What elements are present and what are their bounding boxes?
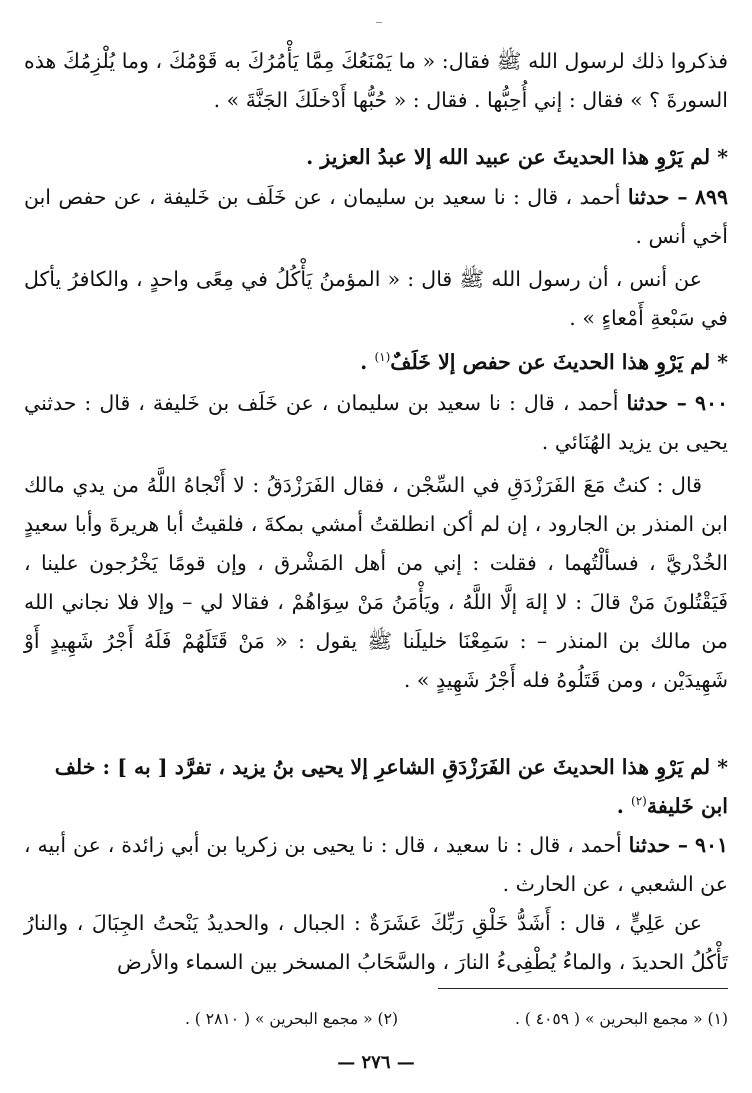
hadith-899-isnad (24, 178, 728, 256)
hadith-901-isnad (24, 826, 728, 904)
footnote-ref-2: (٢) (631, 794, 647, 809)
hadith-900-isnad (24, 384, 728, 462)
hadith-number: ٩٠٠ (694, 391, 728, 415)
footnote-1: (١) « مجمع البحرين » ( ٤٠٥٩ ) . (514, 1010, 728, 1028)
hadith-number: ٨٩٩ (694, 185, 728, 209)
heading-text: * لم يَرْوِ هذا الحديثَ عن الفَرَزْدَقِ الشاعرِ إلا يحيى بنُ يزيد ، تفرَّد [ به ] : خلف ابن خَليفة (54, 755, 728, 818)
hadith-899-matn: عن أنس ، أن رسول الله ﷺ قال : « المؤمنُ يَأْكُلُ في مِعًى واحدٍ ، والكافرُ يأكل في سَبْعةِ أَمْعاءٍ » . (24, 267, 728, 330)
paragraph-continuation: فذكروا ذلك لرسول الله ﷺ فقال: « ما يَمْنَعُكَ مِمَّا يَأْمُرُكَ به قَوْمُكَ ، وما يُلْزِمُكَ هذه السورةَ ؟ » فقال : إني أُحِبُّها . فقال : « حُبُّها أَدْخلَكَ الجَنَّةَ » . (24, 49, 728, 112)
page-number: — ٢٧٦ — (337, 1052, 415, 1073)
hadith-text: أحمد ، قال : نا سعيد بن سليمان ، عن خَلَف بن خَليفة ، عن حفص ابن أخي أنس . (24, 185, 728, 248)
commentary-heading-1: * لم يَرْوِ هذا الحديثَ عن عبيد الله إلا عبدُ العزيز . (306, 145, 728, 169)
top-mark (376, 22, 382, 23)
document-page (24, 0, 728, 1093)
footnote-rule (438, 988, 728, 989)
footnote-2: (٢) « مجمع البحرين » ( ٢٨١٠ ) . (184, 1010, 398, 1028)
heading-end: . (360, 350, 375, 374)
hadith-text: أحمد ، قال : نا سعيد بن سليمان ، عن خَلَف بن خَليفة ، قال : حدثني يحيى بن يزيد الهُنَائي . (24, 391, 728, 454)
commentary-heading-2 (24, 343, 728, 382)
hadith-lead: – حدثنا (626, 391, 687, 415)
hadith-lead: – حدثنا (627, 185, 688, 209)
footnote-ref-1: (١) (374, 350, 391, 365)
hadith-number: ٩٠١ (694, 833, 728, 857)
heading-text: * لم يَرْوِ هذا الحديثَ عن حفص إلا خَلَفٌ (390, 350, 728, 374)
hadith-lead: – حدثنا (628, 833, 689, 857)
hadith-900-matn: قال : كنتُ مَعَ الفَرَزْدَقِ في السِّجْن ، فقال الفَرَزْدَقُ : لا أَنْجاهُ اللَّهُ من يدي مالك ابن المنذر بن الجارود ، إن لم أكن انطلقتُ أمشي بمكةَ ، فلقيتُ أبا هريرةَ وأبا سعيدٍ الخُدْريَّ ، فسألْتُهما ، فقلت : إني من أهل المَشْرق ، وإن قومًا يَخْرُجون علينا ، فَيَقْتُلونَ مَنْ قالَ : لا إلهَ إلَّا اللَّهُ ، ويَأْمَنُ مَنْ سِوَاهُمْ ، فقالا لي – وإلا فلا نجاني الله من مالك بن المنذر – : سَمِعْنَا خليلَنا ﷺ يقول : « مَنْ قَتَلَهُمْ فَلَهُ أَجْرُ شَهِيدٍ أَوْ شَهِيدَيْن ، ومن قَتَلُوهُ فله أَجْرُ شَهِيدٍ » . (24, 473, 728, 692)
hadith-901-matn: عن عَلِيٍّ ، قال : أَشَدُّ خَلْقِ رَبِّكَ عَشَرَةٌ : الجبال ، والحديدُ يَنْحتُ الجِبَالَ ، والنارُ تَأْكُلُ الحديدَ ، والماءُ يُطْفِىءُ النارَ ، والسَّحَابُ المسخر بين السماء والأرض (24, 911, 728, 974)
hadith-text: أحمد ، قال : نا سعيد ، قال : نا يحيى بن زكريا بن أبي زائدة ، عن أبيه ، عن الشعبي ، عن الحارث . (24, 833, 728, 896)
heading-end: . (616, 794, 632, 818)
commentary-heading-3 (24, 748, 728, 826)
